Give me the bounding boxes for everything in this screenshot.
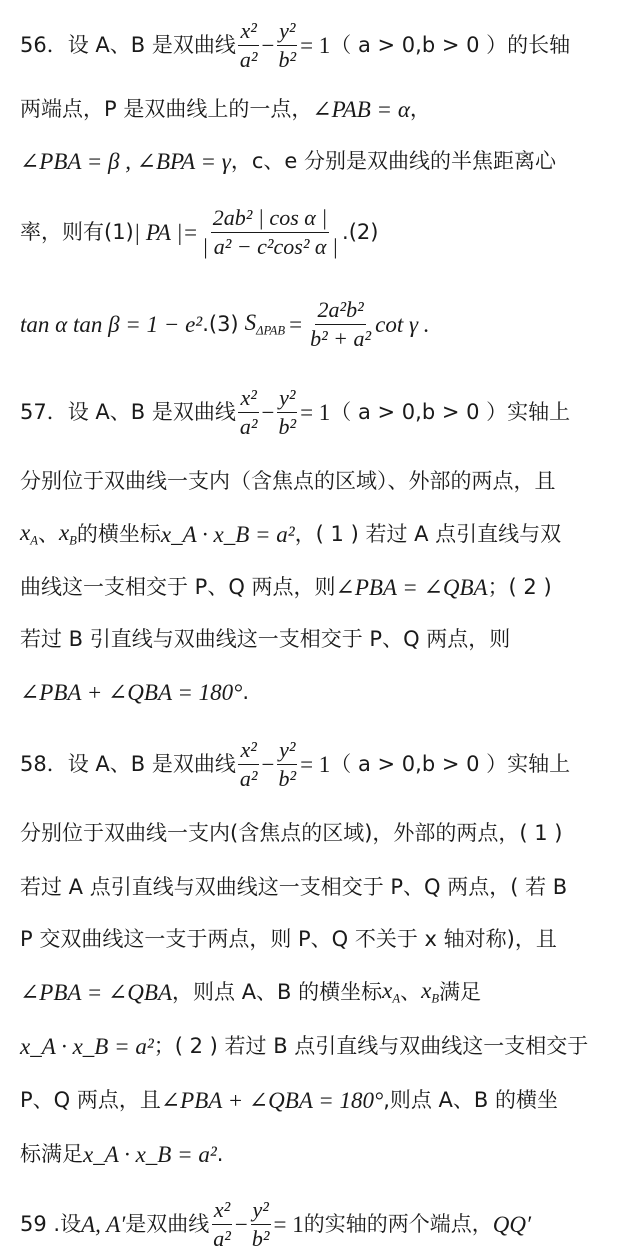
fraction-x2-a2: $\frac{\text{x²}}{\text{a²}}$ bbox=[239, 385, 258, 439]
p58-condition: （ a > 0,b > 0 ）实轴上 bbox=[330, 751, 571, 776]
punct: .(3) bbox=[202, 311, 239, 336]
minus-sign: − bbox=[261, 751, 275, 777]
math-angle-eq: ∠PBA = ∠QBA bbox=[335, 574, 488, 600]
punct: 、 bbox=[37, 521, 59, 546]
p58-text: ，则点 A、B 的横坐标 bbox=[172, 979, 383, 1004]
math-xb: $x_B$ bbox=[58, 519, 77, 548]
punct: .(2) bbox=[342, 219, 379, 244]
math-angle-sum: ∠PBA + ∠QBA = 180° bbox=[160, 1087, 384, 1113]
p56-line-3 bbox=[20, 146, 632, 176]
p59-text: 是双曲线 bbox=[125, 1211, 210, 1236]
p58-text: ；( 2 ) 若过 B 点引直线与双曲线这一支相交于 bbox=[153, 1033, 589, 1058]
math-product: x_A · x_B = a² bbox=[160, 521, 295, 547]
math-angle-pab: ∠PAB = α bbox=[312, 96, 410, 122]
fraction-y2-b2: $\frac{\text{y²}}{\text{b²}}$ bbox=[251, 1197, 270, 1251]
fraction-y2-b2: $\frac{\text{y²}}{\text{b²}}$ bbox=[278, 385, 297, 439]
math-cot: cot γ . bbox=[375, 311, 430, 337]
p56-text: ，c、e 分别是双曲线的半焦距离心 bbox=[230, 148, 556, 173]
math-tan: tan α tan β = 1 − e² bbox=[20, 311, 203, 337]
p57-text: ，( 1 ) 若过 A 点引直线与双 bbox=[294, 521, 562, 546]
minus-sign: − bbox=[261, 32, 275, 58]
math-qq: QQ′ bbox=[492, 1211, 531, 1237]
p58-line-5 bbox=[20, 976, 632, 1008]
p58-line-2 bbox=[20, 818, 632, 848]
p58-line-8 bbox=[20, 1138, 632, 1170]
fraction-y2-b2: $\frac{\text{y²}}{\text{b²}}$ bbox=[278, 737, 297, 791]
p57-line-4 bbox=[20, 572, 632, 602]
minus-sign: − bbox=[234, 1211, 248, 1237]
p57-text: 若过 B 引直线与双曲线这一支相交于 P、Q 两点，则 bbox=[20, 626, 511, 651]
p57-text: 分别位于双曲线一支内（含焦点的区域）、外部的两点，且 bbox=[20, 468, 556, 493]
math-angles: ∠PBA = β , ∠BPA = γ bbox=[20, 148, 231, 174]
p57-text: 57．设 A、B 是双曲线 bbox=[20, 399, 236, 424]
p57-line-6 bbox=[20, 676, 632, 708]
p58-text: 满足 bbox=[439, 979, 482, 1004]
p58-text: 分别位于双曲线一支内(含焦点的区域)，外部的两点，( 1 ) bbox=[20, 820, 563, 845]
p58-line-1 bbox=[20, 736, 632, 792]
equals-one: = 1 bbox=[300, 399, 331, 425]
p56-text: 率，则有(1) bbox=[20, 219, 134, 244]
math-product: x_A · x_B = a² bbox=[20, 1033, 154, 1059]
p57-text: 的横坐标 bbox=[76, 521, 161, 546]
fraction-area: $\frac{\text{2a²b²}}{\text{b² + a²}}$ bbox=[310, 297, 372, 351]
math-pa: | PA |= bbox=[133, 219, 199, 245]
p58-text: ,则点 A、B 的横坐 bbox=[383, 1087, 558, 1112]
math-product: x_A · x_B = a² bbox=[83, 1141, 217, 1167]
punct: ， bbox=[409, 96, 431, 121]
p58-text: P 交双曲线这一支于两点，则 P、Q 不关于 x 轴对称)，且 bbox=[20, 926, 557, 951]
p57-line-5 bbox=[20, 624, 632, 654]
punct: 、 bbox=[400, 979, 422, 1004]
fraction-x2-a2: $\frac{\text{x²}}{\text{a²}}$ bbox=[239, 18, 258, 72]
p56-line-5 bbox=[20, 292, 632, 356]
math-angle-eq: ∠PBA = ∠QBA bbox=[20, 979, 173, 1005]
p58-line-6 bbox=[20, 1030, 632, 1062]
p58-text: P、Q 两点，且 bbox=[20, 1087, 161, 1112]
p58-text: 若过 A 点引直线与双曲线这一支相交于 P、Q 两点，( 若 B bbox=[20, 874, 568, 899]
math-xa: $x_A$ bbox=[20, 519, 38, 548]
fraction-pa: $\frac{\text{2ab² | cos α |}}{\text{| a² − c²cos² α |}}$ bbox=[202, 205, 339, 259]
p57-line-2 bbox=[20, 466, 632, 496]
p57-line-3 bbox=[20, 518, 632, 550]
math-area: $S_{\Delta PAB}$ bbox=[244, 309, 286, 338]
equals-one: = 1 bbox=[273, 1211, 304, 1237]
p57-line-1 bbox=[20, 384, 632, 440]
fraction-x2-a2: $\frac{\text{x²}}{\text{a²}}$ bbox=[239, 737, 258, 791]
math-angle-sum: ∠PBA + ∠QBA = 180° bbox=[20, 679, 243, 705]
p58-line-7 bbox=[20, 1084, 632, 1116]
p56-text: 两端点，P 是双曲线上的一点， bbox=[20, 96, 313, 121]
p57-text: 曲线这一支相交于 P、Q 两点，则 bbox=[20, 574, 336, 599]
math-points: A, A′ bbox=[81, 1211, 126, 1237]
fraction-y2-b2: $\frac{\text{y²}}{\text{b²}}$ bbox=[278, 18, 297, 72]
fraction-x2-a2: $\frac{\text{x²}}{\text{a²}}$ bbox=[213, 1197, 231, 1251]
p58-text: 标满足 bbox=[20, 1141, 83, 1166]
p56-line-4 bbox=[20, 200, 632, 264]
p56-line-1 bbox=[20, 18, 632, 72]
p58-text: 58．设 A、B 是双曲线 bbox=[20, 751, 236, 776]
p56-text: 56．设 A、B 是双曲线 bbox=[20, 32, 236, 57]
punct: . bbox=[216, 1141, 224, 1166]
p58-line-4 bbox=[20, 924, 632, 954]
p56-condition: （ a > 0,b > 0 ）的长轴 bbox=[330, 32, 571, 57]
p56-line-2 bbox=[20, 94, 632, 124]
minus-sign: − bbox=[261, 399, 275, 425]
math-xb: $x_B$ bbox=[421, 977, 440, 1006]
p59-text: 的实轴的两个端点， bbox=[303, 1211, 493, 1236]
p58-line-3 bbox=[20, 872, 632, 902]
math-xa: $x_A$ bbox=[382, 977, 401, 1006]
equals-one: = 1 bbox=[300, 751, 331, 777]
punct: . bbox=[242, 679, 249, 704]
p57-text: ；( 2 ) bbox=[487, 574, 552, 599]
p59-text: 59 .设 bbox=[20, 1211, 82, 1236]
equals-one: = 1 bbox=[300, 32, 331, 58]
p57-condition: （ a > 0,b > 0 ）实轴上 bbox=[330, 399, 571, 424]
equals: = bbox=[289, 311, 303, 337]
